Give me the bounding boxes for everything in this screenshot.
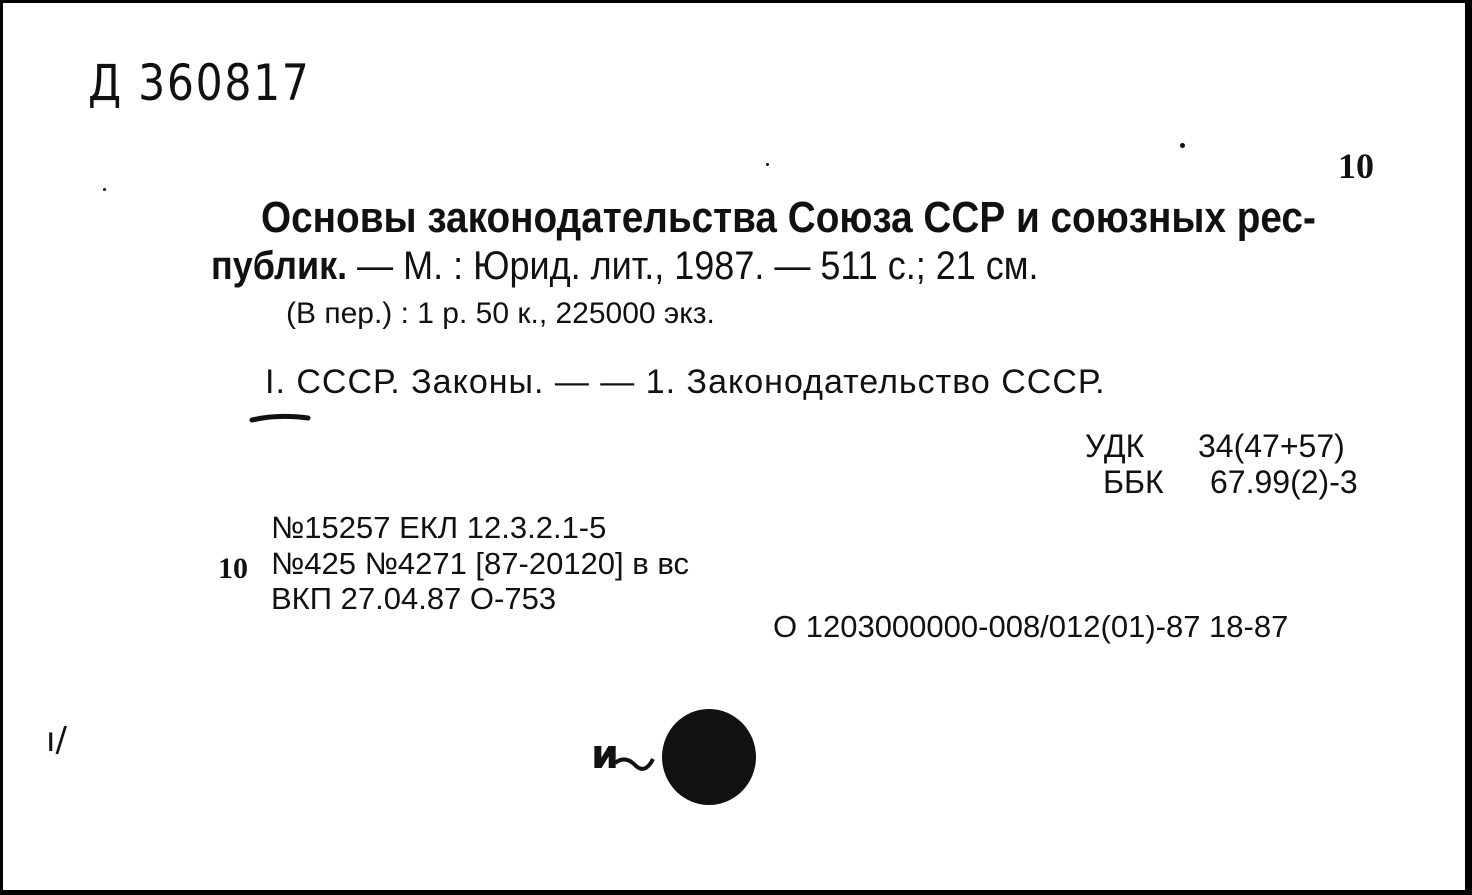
price-line: (В пер.) : 1 р. 50 к., 225000 экз.	[286, 297, 715, 330]
title-line-2-bold: публик.	[211, 244, 348, 288]
bbk-label: ББК	[1103, 464, 1164, 500]
udk-value: 34(47+57)	[1198, 428, 1345, 464]
stray-dot	[103, 188, 106, 191]
order-line-1: №15257 ЕКЛ 12.3.2.1-5	[271, 510, 607, 545]
udk-label: УДК	[1085, 428, 1145, 464]
title-line-1: Основы законодательства Союза ССР и союзных рес-	[261, 193, 1316, 242]
shelf-mark: Д 360817	[88, 54, 311, 112]
title-line-2	[211, 246, 1039, 286]
pen-underline-mark	[248, 408, 328, 428]
order-line-3: ВКП 27.04.87 О-753	[271, 581, 557, 616]
initials-flourish	[615, 753, 655, 773]
margin-note: ı/	[46, 720, 67, 760]
handwritten-initials: и	[591, 732, 620, 778]
subject-headings: I. СССР. Законы. — — 1. Законодательство СССР.	[265, 363, 1106, 401]
catalog-card	[3, 3, 1465, 890]
order-line-2: №425 №4271 [87-20120] в вс	[271, 546, 689, 581]
isbn-code: О 1203000000-008/012(01)-87 18-87	[773, 609, 1289, 644]
card-number: 10	[1338, 146, 1374, 186]
bbk-value: 67.99(2)-3	[1210, 464, 1358, 500]
stray-dot	[766, 163, 769, 166]
stray-dot	[1180, 143, 1185, 148]
punched-hole-mark	[662, 709, 756, 805]
title-line-2-imprint: — М. : Юрид. лит., 1987. — 511 с.; 21 см.	[347, 244, 1039, 288]
order-number-prefix: 10	[218, 552, 248, 585]
